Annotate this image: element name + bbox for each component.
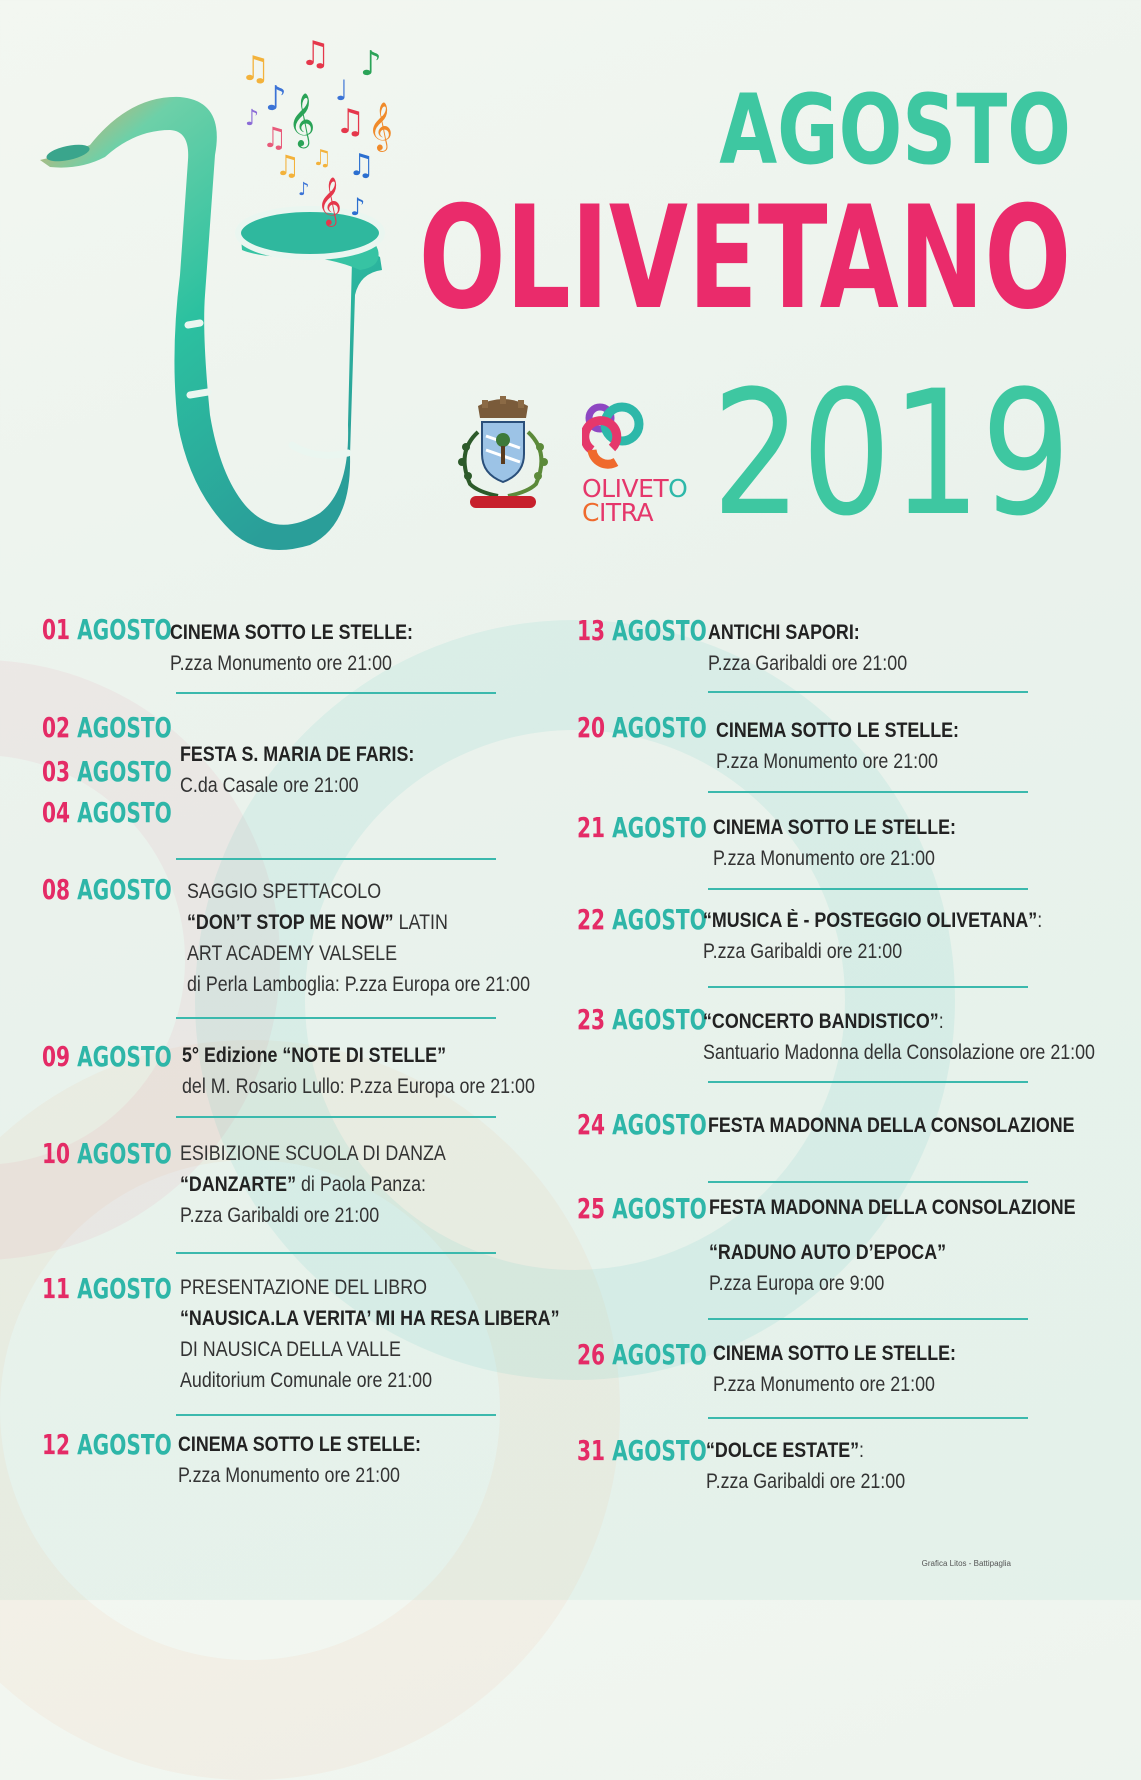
event-description — [187, 876, 530, 1000]
event-date-month: AGOSTO — [612, 1338, 707, 1371]
event-description — [182, 1040, 535, 1102]
event-line — [703, 905, 1042, 936]
event-date-day: 21 — [577, 811, 613, 844]
event-date — [42, 711, 172, 744]
event-line — [716, 715, 959, 746]
event-detail-text: DI NAUSICA DELLA VALLE — [180, 1338, 401, 1361]
event-separator — [708, 791, 1028, 793]
event-date-day: 20 — [577, 711, 613, 744]
event-line — [703, 1037, 1095, 1068]
title-agosto: AGOSTO — [719, 74, 1071, 186]
event-title-text: “MUSICA È - POSTEGGIO OLIVETANA” — [703, 909, 1038, 932]
event-description — [703, 905, 1042, 967]
event-date-month: AGOSTO — [77, 711, 172, 744]
event-detail-text: PRESENTAZIONE DEL LIBRO — [180, 1276, 427, 1299]
event-line — [703, 936, 1042, 967]
event-date — [577, 1434, 707, 1467]
event-date — [42, 1428, 172, 1461]
event-separator — [708, 1081, 1028, 1083]
event-separator — [708, 691, 1028, 693]
svg-text:♪: ♪ — [298, 179, 310, 200]
event-date-day: 13 — [577, 614, 613, 647]
event-detail-text: LATIN — [393, 911, 448, 934]
event-separator — [176, 692, 496, 694]
event-date-month: AGOSTO — [77, 1428, 172, 1461]
event-date — [42, 1272, 172, 1305]
event-date — [42, 755, 172, 788]
event-title-text: CINEMA SOTTO LE STELLE: — [716, 719, 959, 742]
oliveto-citra-logo-icon — [582, 398, 662, 476]
brand-itra: ITRA — [598, 498, 654, 527]
event-detail-text: P.zza Monumento ore 21:00 — [713, 1373, 935, 1396]
event-title-text: “RADUNO AUTO D’EPOCA” — [709, 1241, 947, 1264]
event-line — [170, 617, 413, 648]
event-separator — [176, 1017, 496, 1019]
music-notes-icon — [240, 35, 393, 227]
event-description — [713, 1338, 956, 1400]
event-date-day: 24 — [577, 1108, 613, 1141]
event-line — [180, 1138, 446, 1169]
event-separator — [708, 1318, 1028, 1320]
event-separator — [708, 1181, 1028, 1183]
event-line — [180, 1365, 559, 1396]
svg-text:♪: ♪ — [350, 193, 366, 221]
event-date-month: AGOSTO — [612, 1108, 707, 1141]
event-date-day: 04 — [42, 796, 78, 829]
event-detail-text: P.zza Monumento ore 21:00 — [713, 847, 935, 870]
svg-text:♫: ♫ — [348, 148, 375, 183]
event-date-day: 08 — [42, 873, 78, 906]
event-date — [577, 1338, 707, 1371]
event-date-month: AGOSTO — [77, 755, 172, 788]
event-separator — [708, 986, 1028, 988]
event-date-month: AGOSTO — [77, 613, 172, 646]
svg-text:♫: ♫ — [335, 102, 366, 142]
event-date-day: 09 — [42, 1040, 78, 1073]
event-line — [187, 907, 530, 938]
event-title-text: ANTICHI SAPORI: — [708, 621, 860, 644]
event-line — [708, 1110, 1075, 1141]
event-detail-text: P.zza Garibaldi ore 21:00 — [708, 652, 908, 675]
event-detail-text: : — [938, 1010, 944, 1033]
municipality-crest-icon — [448, 392, 558, 522]
event-date-day: 26 — [577, 1338, 613, 1371]
event-date-month: AGOSTO — [612, 811, 707, 844]
event-date — [42, 1137, 172, 1170]
event-date-month: AGOSTO — [77, 1040, 172, 1073]
event-date-day: 02 — [42, 711, 78, 744]
event-date — [577, 811, 707, 844]
event-title-text: “DANZARTE” — [180, 1173, 297, 1196]
event-title-text: “DOLCE ESTATE” — [706, 1439, 860, 1462]
event-line — [170, 648, 413, 679]
event-date — [42, 873, 172, 906]
event-date-day: 10 — [42, 1137, 78, 1170]
event-detail-text: ESIBIZIONE SCUOLA DI DANZA — [180, 1142, 446, 1165]
event-separator — [176, 858, 496, 860]
event-description — [703, 1006, 1095, 1068]
event-title-text: “NAUSICA.LA VERITA’ MI HA RESA LIBERA” — [180, 1307, 560, 1330]
event-line — [706, 1466, 905, 1497]
brand-olivet: OLIVET — [582, 474, 669, 503]
title-year: 2019 — [712, 353, 1071, 554]
event-line — [178, 1429, 421, 1460]
event-date — [577, 1192, 707, 1225]
event-line — [713, 1369, 956, 1400]
event-description — [713, 812, 956, 874]
event-description — [178, 1429, 421, 1491]
event-separator — [708, 888, 1028, 890]
event-title-text: FESTA MADONNA DELLA CONSOLAZIONE — [709, 1196, 1076, 1219]
event-detail-text: ART ACADEMY VALSELE — [187, 942, 398, 965]
event-date — [42, 613, 172, 646]
event-date-month: AGOSTO — [77, 1137, 172, 1170]
event-line — [708, 648, 907, 679]
saxophone-illustration — [30, 35, 410, 575]
event-title-text: FESTA S. MARIA DE FARIS: — [180, 743, 415, 766]
event-line — [187, 969, 530, 1000]
event-date — [577, 903, 707, 936]
event-date-month: AGOSTO — [612, 1192, 707, 1225]
event-date-day: 23 — [577, 1003, 613, 1036]
event-line — [713, 1338, 956, 1369]
event-date — [577, 1003, 707, 1036]
event-description — [180, 1272, 559, 1396]
event-date-month: AGOSTO — [612, 614, 707, 647]
event-date-day: 31 — [577, 1434, 613, 1467]
event-line — [182, 1071, 535, 1102]
event-line — [709, 1268, 1076, 1299]
event-line — [187, 876, 530, 907]
svg-text:𝄞: 𝄞 — [317, 176, 342, 225]
event-date — [577, 711, 707, 744]
event-detail-text: C.da Casale ore 21:00 — [180, 774, 359, 797]
event-description — [709, 1192, 1076, 1299]
event-line — [180, 1334, 559, 1365]
svg-text:♫: ♫ — [275, 149, 301, 182]
event-detail-text: : — [859, 1439, 865, 1462]
event-detail-text: SAGGIO SPETTACOLO — [187, 880, 382, 903]
event-title-text: “DON’T STOP ME NOW” — [187, 911, 394, 934]
event-date-day: 22 — [577, 903, 613, 936]
event-line — [709, 1237, 1076, 1268]
event-line — [178, 1460, 421, 1491]
svg-text:𝄞: 𝄞 — [368, 101, 393, 150]
svg-text:♩: ♩ — [335, 74, 349, 107]
event-date — [42, 1040, 172, 1073]
svg-text:♫: ♫ — [262, 121, 288, 154]
event-title-text: “CONCERTO BANDISTICO” — [703, 1010, 939, 1033]
event-date-day: 11 — [42, 1272, 78, 1305]
event-separator — [176, 1414, 496, 1416]
event-date-day: 25 — [577, 1192, 613, 1225]
event-line — [187, 938, 530, 969]
event-detail-text: : — [1037, 909, 1043, 932]
event-line — [180, 770, 414, 801]
event-line — [716, 746, 959, 777]
event-title-text: CINEMA SOTTO LE STELLE: — [178, 1433, 421, 1456]
svg-text:♫: ♫ — [312, 146, 332, 171]
event-line — [180, 1169, 446, 1200]
event-separator — [176, 1116, 496, 1118]
event-date-month: AGOSTO — [77, 873, 172, 906]
event-line — [713, 812, 956, 843]
event-separator — [176, 1252, 496, 1254]
event-detail-text: Santuario Madonna della Consolazione ore 21:00 — [703, 1041, 1095, 1064]
event-title-text: CINEMA SOTTO LE STELLE: — [170, 621, 413, 644]
event-description — [716, 715, 959, 777]
event-date-month: AGOSTO — [612, 1434, 707, 1467]
event-separator — [708, 1417, 1028, 1419]
event-line — [708, 617, 907, 648]
event-description — [706, 1435, 905, 1497]
svg-text:♫: ♫ — [240, 49, 271, 89]
event-date-day: 12 — [42, 1428, 78, 1461]
footer-credit: Grafica Litos - Battipaglia — [921, 1559, 1011, 1568]
event-title-text: FESTA MADONNA DELLA CONSOLAZIONE — [708, 1114, 1075, 1137]
event-line — [180, 1272, 559, 1303]
event-description — [170, 617, 413, 679]
title-olivetano: OLIVETANO — [418, 176, 1071, 341]
event-description — [180, 1138, 446, 1231]
event-detail-text: P.zza Garibaldi ore 21:00 — [703, 940, 903, 963]
event-detail-text: P.zza Monumento ore 21:00 — [178, 1464, 400, 1487]
event-date — [577, 614, 707, 647]
event-line — [182, 1040, 535, 1071]
event-date-month: AGOSTO — [612, 903, 707, 936]
event-date-month: AGOSTO — [612, 1003, 707, 1036]
event-date — [42, 796, 172, 829]
event-description — [708, 1110, 1075, 1141]
event-line — [713, 843, 956, 874]
event-line — [180, 739, 414, 770]
event-date-month: AGOSTO — [77, 796, 172, 829]
event-description — [708, 617, 907, 679]
event-line — [703, 1006, 1095, 1037]
brand-c: C — [582, 498, 599, 527]
event-description — [180, 739, 414, 801]
event-detail-text: P.zza Monumento ore 21:00 — [170, 652, 392, 675]
event-date-day: 03 — [42, 755, 78, 788]
event-line — [709, 1192, 1076, 1223]
event-detail-text: Auditorium Comunale ore 21:00 — [180, 1369, 433, 1392]
event-line — [180, 1200, 446, 1231]
event-title-text: CINEMA SOTTO LE STELLE: — [713, 816, 956, 839]
event-detail-text: P.zza Monumento ore 21:00 — [716, 750, 938, 773]
event-detail-text: P.zza Garibaldi ore 21:00 — [706, 1470, 906, 1493]
event-title-text: CINEMA SOTTO LE STELLE: — [713, 1342, 956, 1365]
event-title-text: 5° Edizione “NOTE DI STELLE” — [182, 1044, 447, 1067]
event-date-day: 01 — [42, 613, 78, 646]
svg-text:♪: ♪ — [360, 44, 382, 84]
svg-text:𝄞: 𝄞 — [288, 92, 316, 146]
event-line — [180, 1303, 559, 1334]
event-date — [577, 1108, 707, 1141]
event-detail-text: di Paola Panza: — [296, 1173, 427, 1196]
svg-text:♫: ♫ — [300, 35, 331, 74]
event-detail-text: di Perla Lamboglia: P.zza Europa ore 21:00 — [187, 973, 531, 996]
event-detail-text: P.zza Garibaldi ore 21:00 — [180, 1204, 380, 1227]
brand-name-line2 — [582, 500, 653, 525]
event-date-month: AGOSTO — [77, 1272, 172, 1305]
event-line — [706, 1435, 905, 1466]
svg-text:♪: ♪ — [245, 106, 260, 131]
event-date-month: AGOSTO — [612, 711, 707, 744]
svg-text:♪: ♪ — [265, 79, 287, 119]
event-detail-text: P.zza Europa ore 9:00 — [709, 1272, 885, 1295]
event-detail-text: del M. Rosario Lullo: P.zza Europa ore 21:00 — [182, 1075, 535, 1098]
brand-o: O — [668, 474, 688, 503]
